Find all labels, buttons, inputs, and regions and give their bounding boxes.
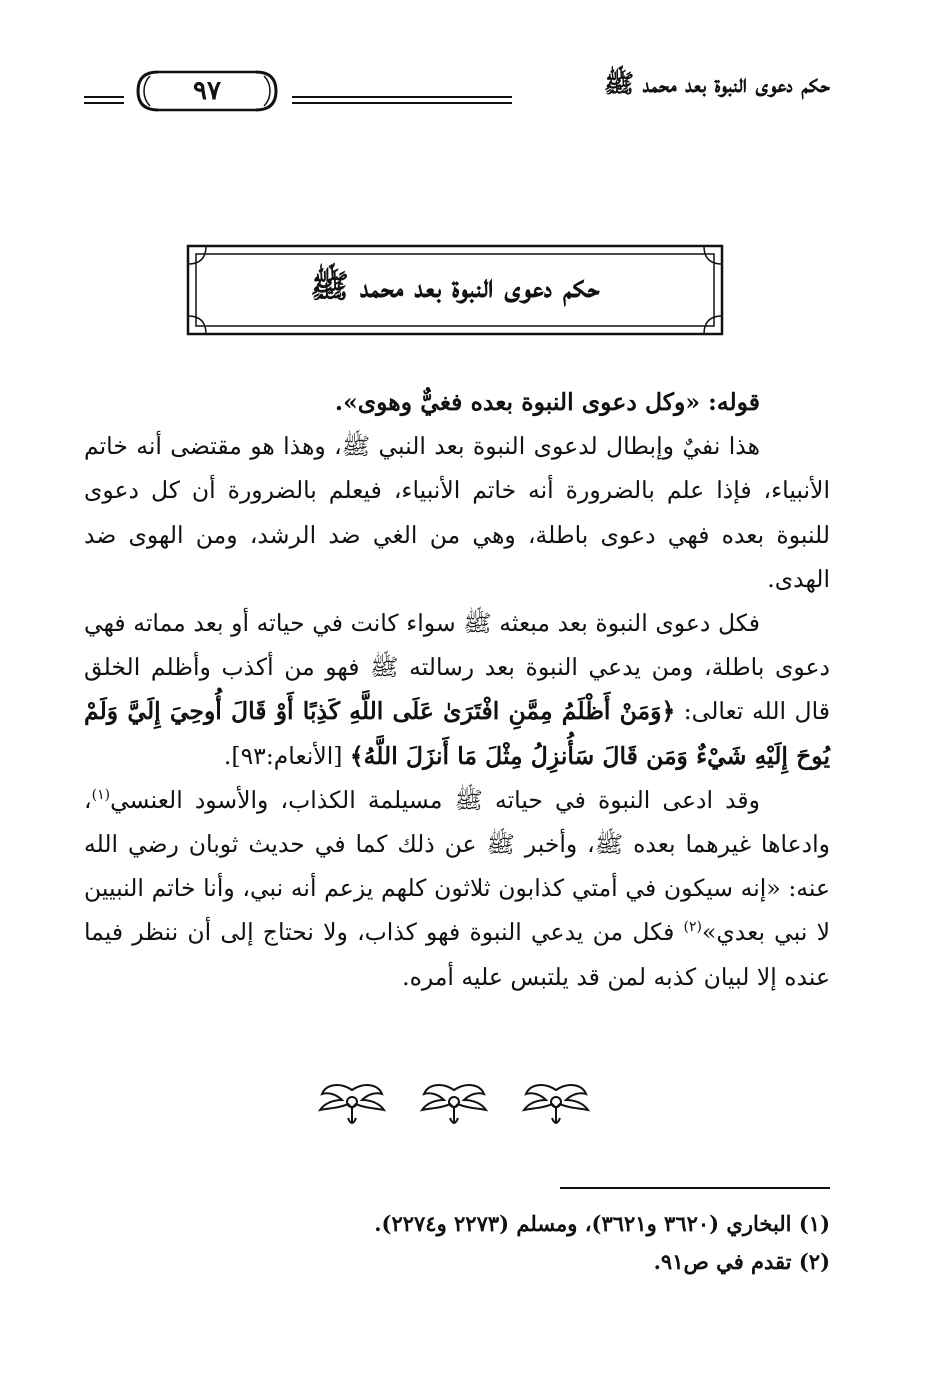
footnote-2: (٢) تقدم في ص٩١. xyxy=(653,1249,830,1274)
paragraph-3-text-a: وقد ادعى النبوة في حياته ﷺ مسيلمة الكذاب، والأسود العنسي xyxy=(110,785,760,814)
page-number: ٩٧ xyxy=(193,76,221,106)
section-end-ornaments xyxy=(316,1080,592,1132)
header-double-rule-left xyxy=(84,96,124,104)
paragraph-1: هذا نفيٌ وإبطال لدعوى النبوة بعد النبي ﷺ، وهذا هو مقتضى أنه خاتم الأنبياء، فإذا علم بالضرورة أنه خاتم الأنبياء، فيعلم بالضرورة أن كل دعوى للنبوة بعده فهي دعوى باطلة، وهي من الغي ضد الرشد، ومن الهوى ضد الهدى. xyxy=(84,432,830,593)
paragraph-3-text-b: ، وادعاها غيرهما بعده ﷺ، وأخبر ﷺ عن ذلك كما في حديث ثوبان رضي الله عنه: «إنه سيكون في أمتي كذابون ثلاثون كلهم يزعم أنه نبي، وأنا خاتم النبيين لا نبي بعدي» xyxy=(84,785,831,947)
paragraph-2-text: فكل دعوى النبوة بعد مبعثه ﷺ سواء كانت في حياته أو بعد مماته فهي دعوى باطلة، ومن يدعي النبوة بعد رسالته ﷺ فهو من أكذب وأظلم الخلق قال الله تعالى: xyxy=(84,609,830,726)
ornament-icon xyxy=(316,1080,388,1132)
footnote-1: (١) البخاري (٣٦٢٠ و٣٦٢١)، ومسلم (٢٢٧٣ و٢٢٧٤). xyxy=(374,1211,830,1236)
running-header xyxy=(84,62,830,120)
paragraph-3 xyxy=(84,778,830,999)
chapter-title: حكم دعوى النبوة بعد محمد ﷺ xyxy=(310,267,600,305)
ornament-icon xyxy=(418,1080,490,1132)
paragraph-quote: قوله: «وكل دعوى النبوة بعده فغيٌّ وهوى». xyxy=(334,388,760,416)
chapter-title-frame xyxy=(186,244,724,336)
footnote-ref-2: (٢) xyxy=(683,919,702,936)
header-double-rule xyxy=(292,96,512,104)
verse-reference: [الأنعام:٩٣]. xyxy=(223,741,343,770)
paragraph-2 xyxy=(84,601,830,778)
footnotes xyxy=(84,1205,830,1281)
body-text xyxy=(84,380,830,999)
paragraph-3-text-c: فكل من يدعي النبوة فهو كذاب، ولا نحتاج إلى أن ننظر فيما عنده إلا لبيان كذبه لمن قد يلتبس عليه أمره. xyxy=(84,918,830,991)
page-number-frame xyxy=(128,68,286,114)
ornament-icon xyxy=(520,1080,592,1132)
footnote-ref-1: (١) xyxy=(91,787,111,803)
footnote-separator xyxy=(560,1187,830,1189)
running-header-title: حكم دعوى النبوة بعد محمد ﷺ xyxy=(603,69,830,98)
quran-verse: ﴿وَمَنْ أَظْلَمُ مِمَّنِ افْتَرَىٰ عَلَى اللَّهِ كَذِبًا أَوْ قَالَ أُوحِيَ إِلَيَّ وَلَمْ يُوحَ إِلَيْهِ شَيْءٌ وَمَن قَالَ سَأُنزِلُ مِثْلَ مَا أَنزَلَ اللَّهُ﴾ xyxy=(84,697,830,770)
